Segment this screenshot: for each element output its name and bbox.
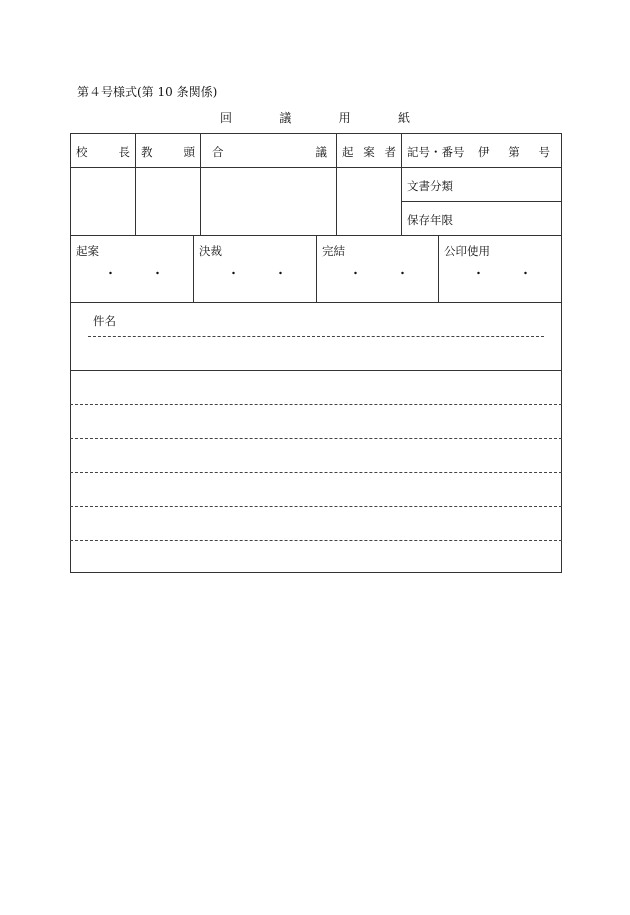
header-principal: 校 長: [76, 145, 130, 159]
col-divider-3: [336, 133, 337, 235]
completion-date-sep-2: ・: [397, 267, 408, 280]
row-divider-class: [401, 201, 562, 202]
decision-date-label: 決裁: [199, 244, 222, 258]
draft-date-label: 起案: [76, 244, 99, 258]
date-divider-1: [193, 235, 194, 302]
row-divider-dates: [70, 302, 562, 303]
decision-date-sep-2: ・: [275, 267, 286, 280]
header-code-number: 記号・番号: [407, 145, 465, 159]
form-table: [70, 133, 562, 573]
seal-use-sep-1: ・: [473, 267, 484, 280]
header-vice-principal: 教 頭: [141, 145, 195, 159]
form-number-label: 第４号様式(第 10 条関係): [77, 85, 218, 99]
col-divider-2: [200, 133, 201, 235]
body-line-2: [70, 438, 562, 439]
header-code-prefix: 伊 第 号: [478, 145, 550, 159]
body-line-4: [70, 506, 562, 507]
header-drafter: 起 案 者: [342, 145, 396, 159]
col-divider-4: [401, 133, 402, 235]
title-char-4: 紙: [397, 111, 410, 125]
header-consultation: 合 議: [212, 145, 327, 159]
seal-use-label: 公印使用: [444, 244, 490, 258]
decision-date-sep-1: ・: [228, 267, 239, 280]
row-divider-header: [70, 167, 562, 168]
draft-date-sep-2: ・: [152, 267, 163, 280]
col-divider-1: [135, 133, 136, 235]
document-class-label: 文書分類: [407, 179, 453, 193]
title-char-2: 議: [279, 111, 292, 125]
completion-date-label: 完結: [322, 244, 345, 258]
draft-date-sep-1: ・: [105, 267, 116, 280]
body-line-5: [70, 540, 562, 541]
document-title: [220, 109, 410, 126]
title-char-3: 用: [338, 111, 351, 125]
subject-underline: [88, 336, 544, 337]
seal-use-sep-2: ・: [520, 267, 531, 280]
body-line-3: [70, 472, 562, 473]
body-line-1: [70, 404, 562, 405]
date-divider-3: [438, 235, 439, 302]
date-divider-2: [316, 235, 317, 302]
title-char-1: 回: [220, 111, 233, 125]
completion-date-sep-1: ・: [350, 267, 361, 280]
retention-period-label: 保存年限: [407, 213, 453, 227]
row-divider-subject: [70, 370, 562, 371]
subject-label: 件名: [93, 314, 116, 328]
